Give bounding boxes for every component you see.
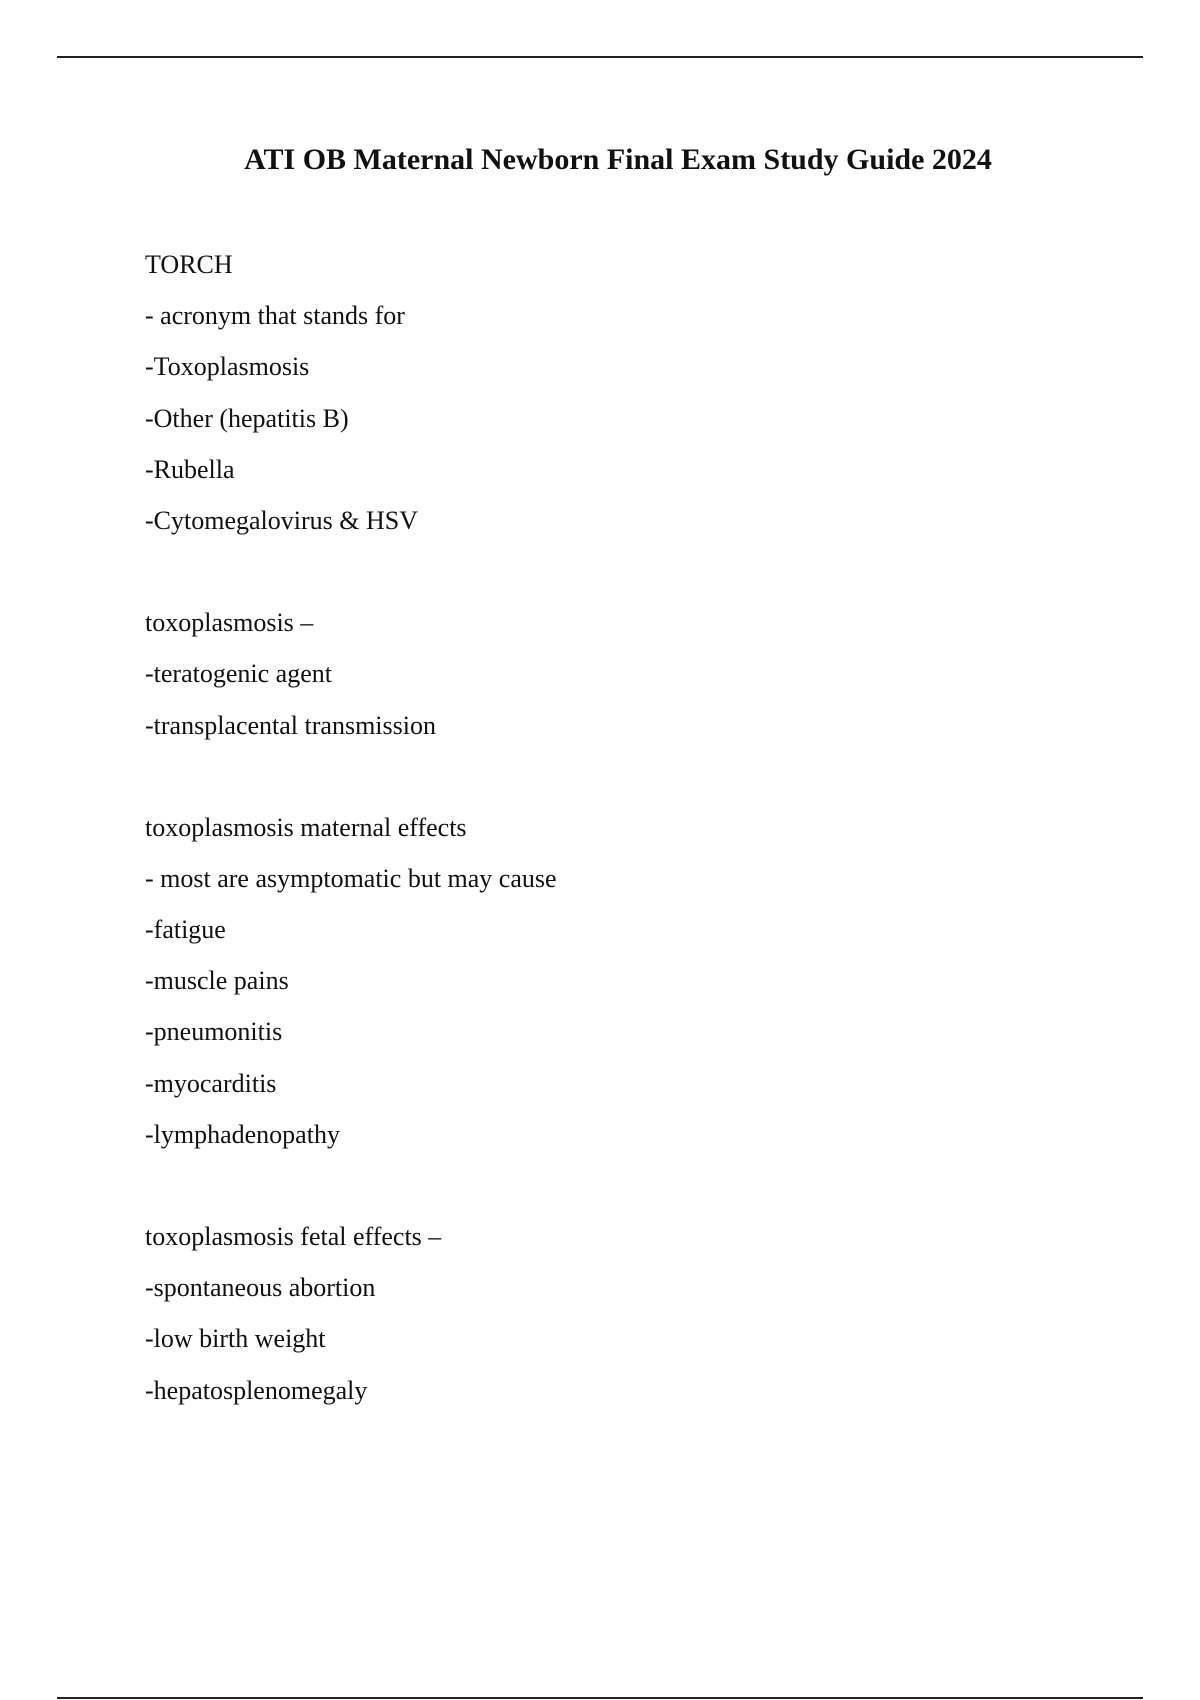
bottom-rule xyxy=(57,1697,1143,1699)
list-item: -spontaneous abortion xyxy=(145,1273,376,1303)
list-item: -hepatosplenomegaly xyxy=(145,1375,368,1405)
list-item: -low birth weight xyxy=(145,1324,326,1354)
list-item: -Rubella xyxy=(145,454,235,484)
page-title: ATI OB Maternal Newborn Final Exam Study Guide 2024 xyxy=(244,143,992,176)
section-heading: TORCH xyxy=(145,250,233,279)
list-item: -transplacental transmission xyxy=(145,710,436,740)
list-item: -lymphadenopathy xyxy=(145,1119,340,1149)
section-torch xyxy=(145,248,1145,555)
list-item: -teratogenic agent xyxy=(145,659,332,689)
section-heading: toxoplasmosis – xyxy=(145,608,314,638)
section-fetal-effects xyxy=(145,1220,1145,1425)
section-maternal-effects xyxy=(145,811,1145,1169)
top-rule xyxy=(57,56,1143,58)
document-body xyxy=(145,248,1145,1476)
list-item: -pneumonitis xyxy=(145,1017,283,1047)
section-heading: toxoplasmosis maternal effects xyxy=(145,812,467,842)
list-item: -fatigue xyxy=(145,915,226,945)
list-item: - most are asymptomatic but may cause xyxy=(145,863,557,893)
list-item: -Other (hepatitis B) xyxy=(145,403,349,433)
section-toxoplasmosis xyxy=(145,606,1145,760)
list-item: -muscle pains xyxy=(145,966,289,996)
list-item: -myocarditis xyxy=(145,1068,277,1098)
list-item: -Cytomegalovirus & HSV xyxy=(145,505,418,535)
section-heading: toxoplasmosis fetal effects – xyxy=(145,1222,442,1251)
list-item: - acronym that stands for xyxy=(145,301,405,331)
list-item: -Toxoplasmosis xyxy=(145,352,310,382)
